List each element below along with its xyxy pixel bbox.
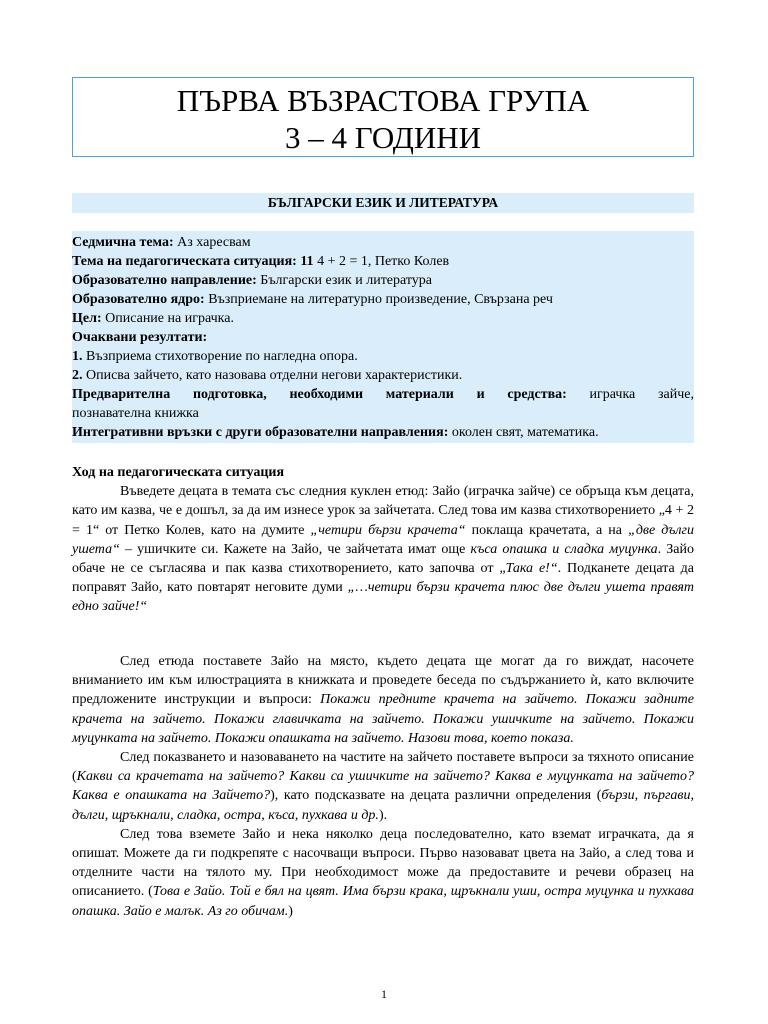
direction-line <box>72 271 694 290</box>
lesson-body <box>72 463 694 617</box>
result-item-1 <box>72 347 694 366</box>
core-value: Възприемане на литературно произведение, Свързана реч <box>204 292 553 307</box>
links-line <box>72 423 694 442</box>
links-label: Интегративни връзки с други образователни направления: <box>72 425 449 440</box>
p1-italic-4: „Така е!“ <box>499 561 558 577</box>
p3-italic-2: бързи, пъргави, дълги, щръкнали, сладка, остра, къса, пухкава и др. <box>72 788 694 823</box>
p1-italic-3: къса опашка и сладка муцунка <box>470 541 658 557</box>
p4-italic-1: Това е Зайо. Той е бял на цвят. Има бързи крака, щръкнали уши, остра муцунка и пухкава опашка. Зайо е малък. Аз го обичам. <box>72 884 694 919</box>
result-item-2 <box>72 366 694 385</box>
prep-line-cont <box>72 404 694 423</box>
links-value: околен свят, математика. <box>448 425 599 440</box>
core-label: Образователно ядро: <box>72 292 205 307</box>
p1-italic-1: „четири бързи крачета“ <box>310 522 466 538</box>
lesson-info-block <box>72 231 694 443</box>
paragraph-1 <box>72 482 694 616</box>
direction-value: Български език и литература <box>256 273 433 288</box>
subject-heading: БЪЛГАРСКИ ЕЗИК И ЛИТЕРАТУРА <box>72 193 694 213</box>
paragraph-3 <box>72 748 694 825</box>
weekly-theme-value: Аз харесвам <box>173 235 251 250</box>
p3-text-b: ), като подсказвате на децата различни определения ( <box>270 788 602 804</box>
p2-italic-1: Покажи предните крачета на зайчето. Покажи задните крачета на зайчето. Покажи главичката на зайчето. Покажи ушичките на зайчето. Покажи муцунката на зайчето. Покажи опашката на зайчето. Назови това, което показа. <box>72 692 694 746</box>
result-2-number: 2. <box>72 368 83 383</box>
topic-line <box>72 252 694 271</box>
results-line <box>72 328 694 347</box>
p3-italic-1: Какви са крачетата на зайчето? Какви са ушичките на зайчето? Каква е муцунката на зайчето? Каква е опашката на Зайчето? <box>72 769 694 804</box>
topic-value: 4 + 2 = 1, Петко Колев <box>313 254 450 269</box>
title-line-1: ПЪРВА ВЪЗРАСТОВА ГРУПА <box>176 83 590 118</box>
p3-text-c: ). <box>378 807 388 823</box>
p4-text-b: ) <box>288 903 293 919</box>
page-number: 1 <box>381 987 387 1001</box>
results-label: Очаквани резултати: <box>72 330 208 345</box>
title-box <box>72 77 694 157</box>
core-line <box>72 290 694 309</box>
goal-label: Цел: <box>72 311 102 326</box>
direction-label: Образователно направление: <box>72 273 257 288</box>
p4-text-a: След това вземете Зайо и нека няколко деца последователно, като вземат играчката, да я опишат. Можете да ги подкрепяте с насочващи въпроси. Първо назовават цвета на Зайо, а след това и отделните части на тялото му. При необходимост може да предоставите и речеви образец на описанието. ( <box>72 826 694 900</box>
paragraph-2 <box>72 652 694 748</box>
lesson-body-continued <box>72 652 694 921</box>
prep-label: Предварителна подготовка, необходими материали и средства: <box>72 387 567 402</box>
weekly-theme-line <box>72 233 694 252</box>
goal-line <box>72 309 694 328</box>
goal-value: Описание на играчка. <box>101 311 234 326</box>
p2-text-a: След етюда поставете Зайо на място, където децата ще могат да го виждат, насочете вниманието им към илюстрацията в книжката и проведете беседа по съдържанието ѝ, като включите предложените инструкции и въпроси: <box>72 654 694 708</box>
section-heading: Ход на педагогическата ситуация <box>72 465 285 480</box>
p1-text-c: – ушичките си. Кажете на Зайо, че зайчетата имат още <box>119 541 471 557</box>
p1-text-d: . Зайо обаче не се съгласява и пак казва стихотворението, като започва от <box>72 541 694 577</box>
weekly-theme-label: Седмична тема: <box>72 235 174 250</box>
title-line-2: 3 – 4 ГОДИНИ <box>284 120 482 155</box>
paragraph-4 <box>72 825 694 921</box>
p1-text-e: . Подканете децата да поправят Зайо, като повтарят неговите думи <box>72 561 694 596</box>
p1-text-b: поклаща крачетата, а на <box>465 522 629 538</box>
p1-text-a: Въведете децата в темата със следния куклен етюд: Зайо (играчка зайче) се обръща към децата, като им казва, че е дошъл, за да им изнесе урок за зайчетата. След това им казва стихотворението „4 + 2 = 1“ от Петко Колев, като на думите <box>72 484 694 538</box>
p1-italic-5: „…четири бързи крачета плюс две дълги ушета правят едно зайче!“ <box>72 580 694 615</box>
topic-label: Тема на педагогическата ситуация: 11 <box>72 254 314 269</box>
prep-value-b: познавателна книжка <box>72 406 199 421</box>
p3-text-a: След показването и назоваването на частите на зайчето поставете въпроси за тяхното описание ( <box>72 750 694 785</box>
result-1-text: Възприема стихотворение по нагледна опора. <box>82 349 358 364</box>
result-1-number: 1. <box>72 349 83 364</box>
prep-line <box>72 385 694 404</box>
prep-value-a: играчка зайче, <box>566 387 694 402</box>
result-2-text: Описва зайчето, като назовава отделни негови характеристики. <box>82 368 463 383</box>
p1-italic-2: „две дълги ушета“ <box>72 522 695 557</box>
